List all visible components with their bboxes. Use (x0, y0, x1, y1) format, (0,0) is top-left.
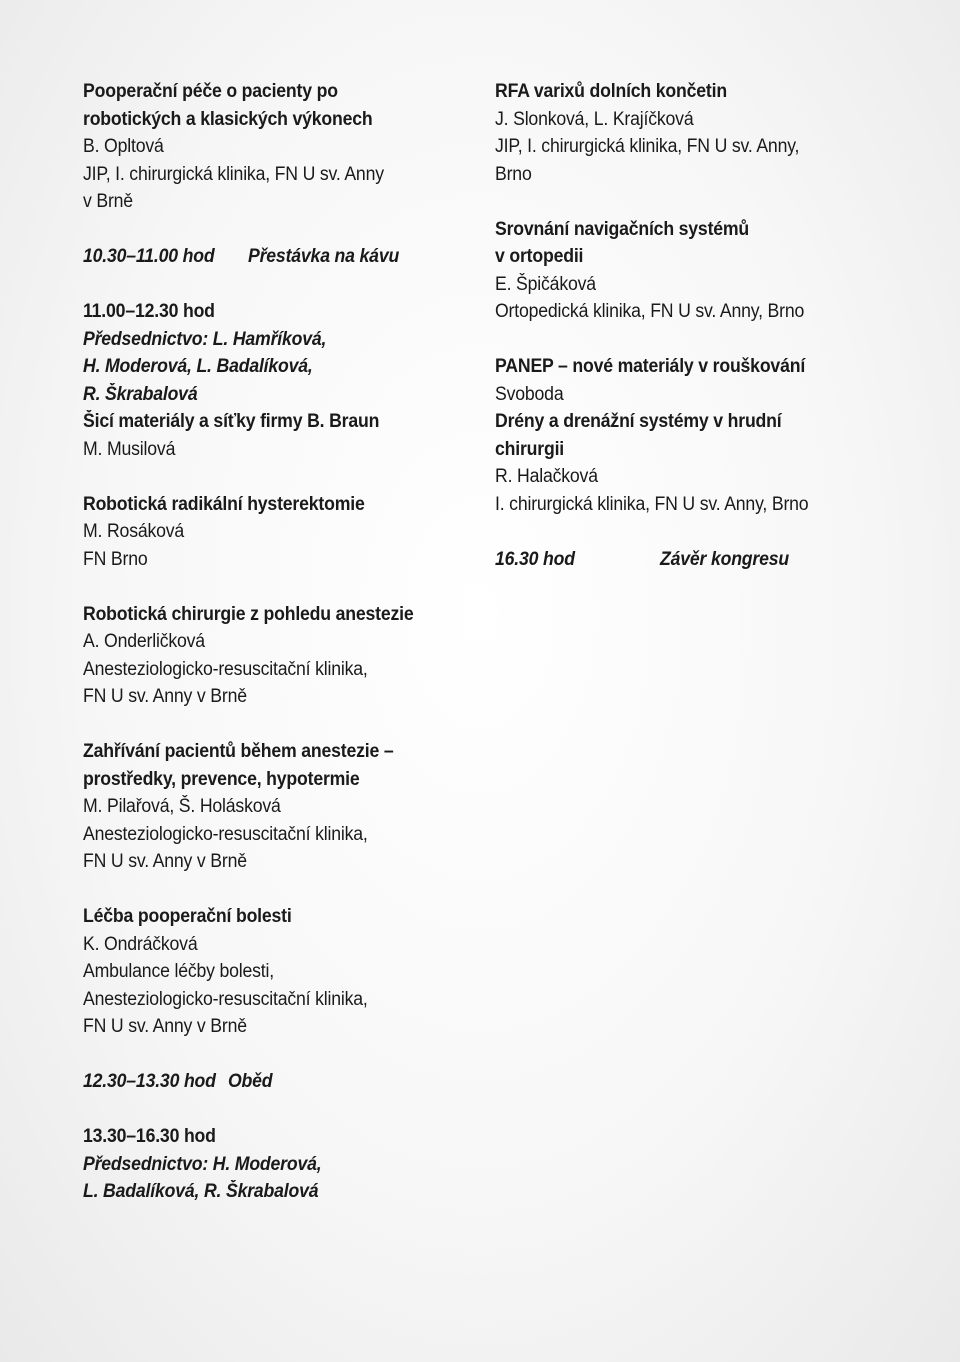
lecture-author: M. Musilová (83, 438, 176, 460)
lecture-institution: Anesteziologicko-resuscitační klinika, (83, 823, 368, 845)
closing-row (495, 546, 935, 574)
program-left-column (83, 78, 473, 1206)
session-time: 11.00–12.30 hod (83, 301, 215, 322)
session-time: 13.30–16.30 hod (83, 1126, 216, 1147)
lecture-author: Svoboda (495, 383, 564, 405)
lecture-title: robotických a klasických výkonech (83, 108, 373, 130)
lecture-title: Léčba pooperační bolesti (83, 906, 292, 927)
coffee-break-row (83, 243, 473, 271)
break-label: Přestávka na kávu (248, 246, 400, 267)
session-chairs: H. Moderová, L. Badalíková, (83, 356, 313, 377)
session-chairs: Předsednictvo: L. Hamříková, (83, 328, 327, 350)
closing-time: 16.30 hod (495, 548, 575, 570)
lecture-institution: Anesteziologicko-resuscitační klinika, (83, 658, 368, 680)
break-time: 10.30–11.00 hod (83, 246, 215, 267)
lecture-institution: FN U sv. Anny v Brně (83, 1016, 247, 1037)
lecture-author: R. Halačková (495, 466, 598, 487)
lecture-author: J. Slonková, L. Krajíčková (495, 108, 694, 130)
session-chairs: L. Badalíková, R. Škrabalová (83, 1181, 319, 1202)
lecture-institution: Brno (495, 163, 532, 185)
lecture-institution: FN U sv. Anny v Brně (83, 686, 247, 707)
lecture-title: PANEP – nové materiály v rouškování (495, 356, 806, 377)
lecture-title: Zahřívání pacientů během anestezie – (83, 741, 394, 762)
lecture-institution: JIP, I. chirurgická klinika, FN U sv. Anny (83, 163, 384, 185)
lecture-institution: Anesteziologicko-resuscitační klinika, (83, 988, 368, 1010)
lecture-institution: v Brně (83, 191, 133, 212)
lecture-title: chirurgii (495, 438, 565, 460)
closing-label: Závěr kongresu (660, 548, 789, 570)
lecture-title: v ortopedii (495, 246, 584, 267)
lecture-institution: Ortopedická klinika, FN U sv. Anny, Brno (495, 301, 805, 322)
lecture-institution: Ambulance léčby bolesti, (83, 961, 274, 982)
session-chairs: R. Škrabalová (83, 383, 198, 405)
lecture-title: RFA varixů dolních končetin (495, 81, 727, 102)
lecture-institution: I. chirurgická klinika, FN U sv. Anny, Brno (495, 493, 809, 515)
lecture-institution: FN Brno (83, 548, 148, 570)
lecture-title: Pooperační péče o pacienty po (83, 81, 338, 102)
lecture-title: prostředky, prevence, hypotermie (83, 768, 360, 790)
lunch-row (83, 1068, 473, 1096)
lecture-title: Srovnání navigačních systémů (495, 218, 750, 240)
lecture-institution: JIP, I. chirurgická klinika, FN U sv. Anny, (495, 136, 800, 157)
lecture-author: K. Ondráčková (83, 933, 198, 955)
lecture-author: B. Opltová (83, 136, 164, 157)
lunch-label: Oběd (228, 1071, 273, 1092)
lunch-time: 12.30–13.30 hod (83, 1071, 216, 1092)
lecture-author: M. Pilařová, Š. Holásková (83, 796, 281, 817)
lecture-title: Robotická chirurgie z pohledu anestezie (83, 603, 414, 625)
lecture-title: Robotická radikální hysterektomie (83, 493, 365, 515)
program-right-column (495, 78, 935, 573)
lecture-author: E. Špičáková (495, 273, 596, 295)
lecture-author: M. Rosáková (83, 521, 185, 542)
lecture-author: A. Onderličková (83, 631, 205, 652)
lecture-title: Drény a drenážní systémy v hrudní (495, 411, 782, 432)
lecture-institution: FN U sv. Anny v Brně (83, 851, 247, 872)
lecture-title: Šicí materiály a síťky firmy B. Braun (83, 411, 380, 432)
session-chairs: Předsednictvo: H. Moderová, (83, 1153, 322, 1175)
